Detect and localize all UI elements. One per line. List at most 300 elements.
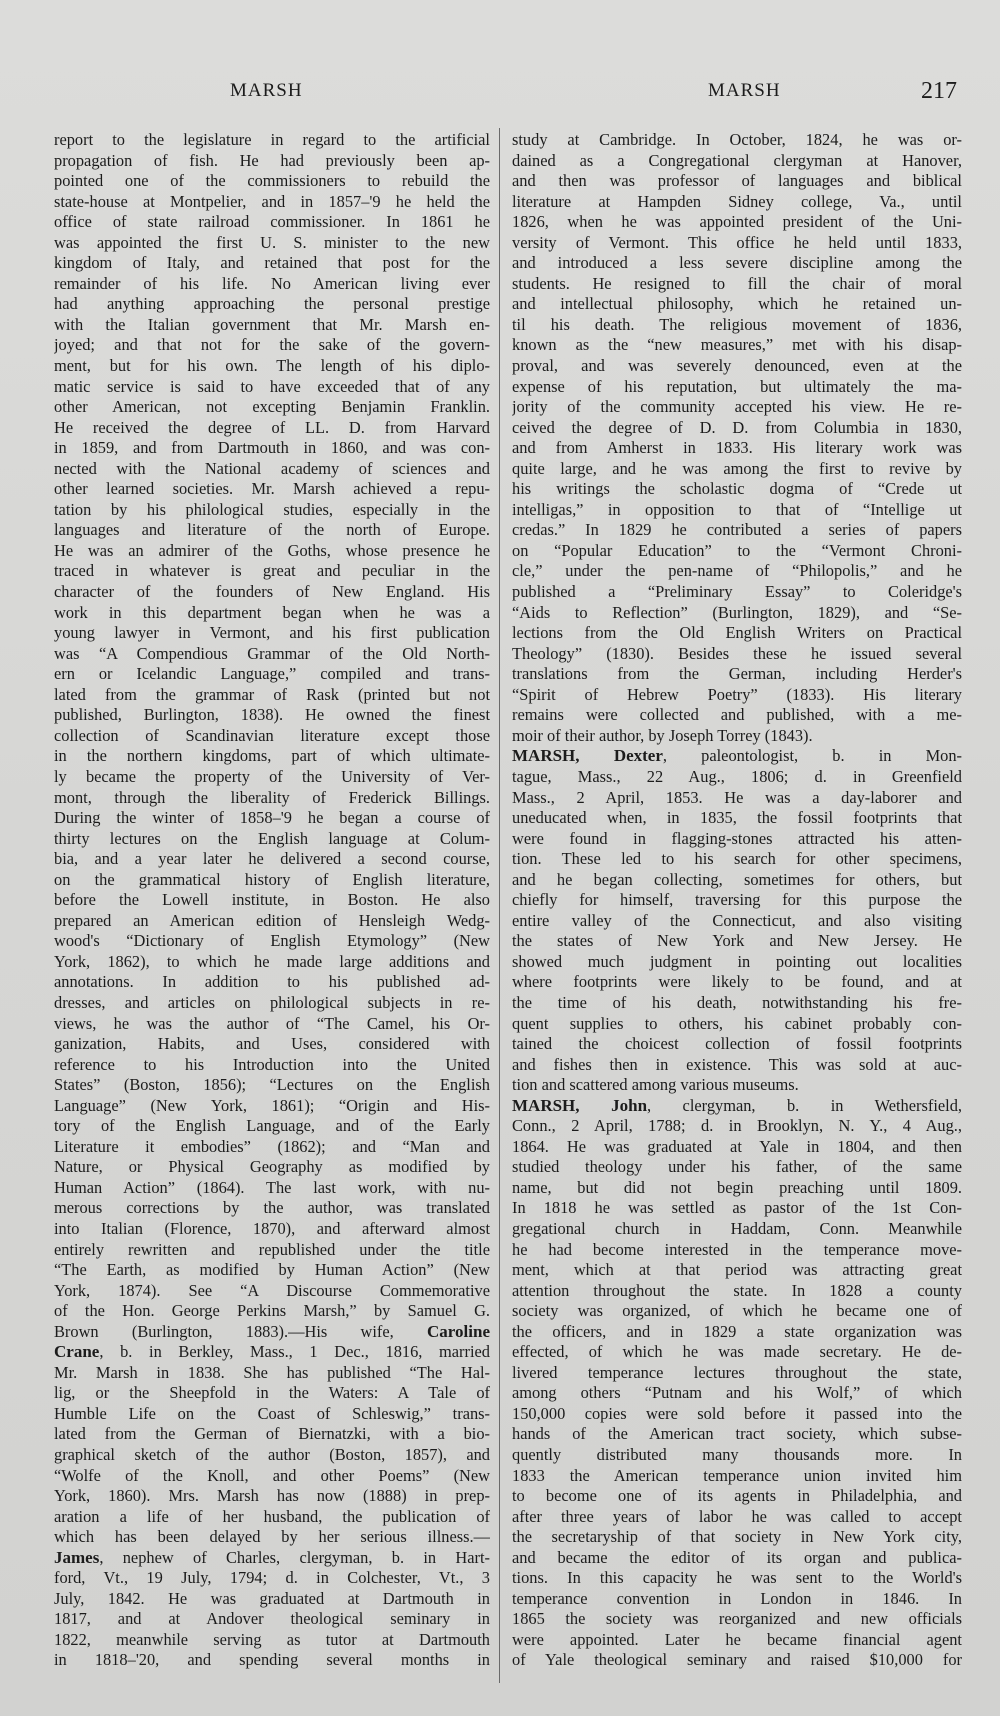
line-text: proval, and was severely denounced, even at the bbox=[512, 356, 962, 376]
entry-heading: Crane bbox=[54, 1342, 100, 1362]
text-line bbox=[512, 1137, 962, 1158]
line-text: tory of the English Language, and of the Early bbox=[54, 1116, 490, 1136]
text-line bbox=[512, 1527, 962, 1548]
line-text: joyed; and that not for the sake of the govern- bbox=[54, 335, 490, 355]
text-line bbox=[54, 1650, 490, 1671]
text-line bbox=[54, 192, 490, 213]
line-text: ceived the degree of D. D. from Columbia in 1830, bbox=[512, 417, 962, 437]
text-line bbox=[54, 315, 490, 336]
text-line bbox=[54, 952, 490, 973]
text-line bbox=[512, 972, 962, 993]
line-text: thirty lectures on the English language at Colum- bbox=[54, 828, 490, 848]
line-text: to become one of its agents in Philadelphia, and bbox=[512, 1486, 962, 1506]
line-text: York, 1862), to which he made large additions and bbox=[54, 951, 490, 971]
line-text: young lawyer in Vermont, and his first publication bbox=[54, 623, 490, 643]
text-line bbox=[54, 1014, 490, 1035]
line-text: , paleontologist, b. in Mon- bbox=[662, 746, 962, 766]
line-text: , clergyman, b. in Wethersfield, bbox=[647, 1095, 962, 1115]
text-line bbox=[54, 151, 490, 172]
text-line bbox=[512, 1260, 962, 1281]
line-text: entirely rewritten and republished under the title bbox=[54, 1239, 490, 1259]
line-text: He was an admirer of the Goths, whose presence he bbox=[54, 540, 490, 560]
text-line bbox=[512, 1240, 962, 1261]
line-text: in the northern kingdoms, part of which ultimate- bbox=[54, 746, 490, 766]
text-line bbox=[54, 623, 490, 644]
text-line bbox=[54, 1034, 490, 1055]
text-line bbox=[54, 582, 490, 603]
line-text: Theology” (1830). Besides these he issued several bbox=[512, 643, 962, 663]
line-text: lated from the grammar of Rask (printed but not bbox=[54, 684, 490, 704]
text-line bbox=[54, 849, 490, 870]
line-text: tague, Mass., 22 Aug., 1806; d. in Greenfield bbox=[512, 766, 962, 786]
line-text: views, he was the author of “The Camel, his Or- bbox=[54, 1013, 490, 1033]
line-text: where footprints were likely to be found, and at bbox=[512, 972, 962, 992]
text-line bbox=[512, 1301, 962, 1322]
text-line bbox=[54, 911, 490, 932]
line-text: tions. In this capacity he was sent to the World's bbox=[512, 1568, 962, 1588]
line-text: remains were collected and published, with a me- bbox=[512, 705, 962, 725]
line-text: Nature, or Physical Geography as modified by bbox=[54, 1157, 490, 1177]
text-line bbox=[54, 603, 490, 624]
text-line bbox=[512, 1034, 962, 1055]
text-line bbox=[512, 1116, 962, 1137]
line-text: had anything approaching the personal prestige bbox=[54, 294, 490, 314]
line-text: dresses, and articles on philological subjects in re- bbox=[54, 992, 490, 1012]
text-line bbox=[54, 418, 490, 439]
line-text: showed much judgment in pointing out localities bbox=[512, 951, 962, 971]
line-text: Humble Life on the Coast of Schleswig,” trans- bbox=[54, 1403, 490, 1423]
line-text: bia, and a year later he delivered a second course, bbox=[54, 849, 490, 869]
line-text: versity of Vermont. This office he held until 1833, bbox=[512, 232, 962, 252]
line-text: aration a life of her husband, the publication of bbox=[54, 1506, 490, 1526]
text-line bbox=[54, 171, 490, 192]
line-text: other American, not excepting Benjamin Franklin. bbox=[54, 397, 490, 417]
text-line bbox=[54, 1383, 490, 1404]
text-line bbox=[512, 931, 962, 952]
line-text: Brown (Burlington, 1883).—His wife, bbox=[54, 1321, 428, 1341]
text-line bbox=[512, 849, 962, 870]
entry-heading: James bbox=[54, 1547, 100, 1567]
text-line bbox=[512, 418, 962, 439]
text-line bbox=[512, 520, 962, 541]
line-text: in 1859, and from Dartmouth in 1860, and was con- bbox=[54, 438, 490, 458]
line-text: hands of the American tract society, which subse- bbox=[512, 1424, 962, 1444]
line-text: uneducated when, in 1835, the fossil footprints that bbox=[512, 808, 962, 828]
line-text: kingdom of Italy, and retained that post for the bbox=[54, 253, 490, 273]
line-text: the secretaryship of that society in New York city, bbox=[512, 1527, 962, 1547]
text-line bbox=[54, 335, 490, 356]
text-line bbox=[54, 1466, 490, 1487]
line-text: quite large, and he was among the first to revive by bbox=[512, 458, 962, 478]
line-text: , nephew of Charles, clergyman, b. in Hart- bbox=[99, 1547, 490, 1567]
line-text: 1865 the society was reorganized and new officials bbox=[512, 1609, 962, 1629]
line-text: languages and literature of the north of Europe. bbox=[54, 520, 490, 540]
line-text: In 1818 he was settled as pastor of the 1st Con- bbox=[512, 1198, 962, 1218]
line-text: studied theology under his father, of the same bbox=[512, 1157, 962, 1177]
line-text: and from Amherst in 1833. His literary work was bbox=[512, 438, 962, 458]
line-text: quent supplies to others, his cabinet probably con- bbox=[512, 1013, 962, 1033]
text-line bbox=[512, 377, 962, 398]
text-line bbox=[54, 644, 490, 665]
entry-heading: MARSH, Dexter bbox=[512, 746, 663, 766]
line-text: livered temperance lectures throughout the state, bbox=[512, 1362, 962, 1382]
line-text: work in this department began when he was a bbox=[54, 602, 490, 622]
line-text: Language” (New York, 1861); “Origin and His- bbox=[54, 1095, 490, 1115]
text-line bbox=[512, 1281, 962, 1302]
text-line bbox=[512, 1322, 962, 1343]
line-text: society was organized, of which he became one of bbox=[512, 1301, 962, 1321]
text-line bbox=[54, 1589, 490, 1610]
text-line bbox=[54, 1137, 490, 1158]
text-line bbox=[54, 1548, 490, 1569]
line-text: translations from the German, including Herder's bbox=[512, 664, 962, 684]
line-text: “Spirit of Hebrew Poetry” (1833). His literary bbox=[512, 684, 962, 704]
line-text: tained the choicest collection of fossil footprints bbox=[512, 1034, 962, 1054]
text-line bbox=[512, 582, 962, 603]
line-text: remainder of his life. No American living ever bbox=[54, 273, 490, 293]
text-line bbox=[512, 274, 962, 295]
line-text: York, 1860). Mrs. Marsh has now (1888) in prep- bbox=[54, 1486, 490, 1506]
line-text: wood's “Dictionary of English Etymology” (New bbox=[54, 931, 490, 951]
text-line bbox=[54, 1219, 490, 1240]
line-text: entire valley of the Connecticut, and also visiting bbox=[512, 910, 962, 930]
text-line bbox=[512, 1096, 962, 1117]
text-line bbox=[512, 1014, 962, 1035]
line-text: jority of the community accepted his view. He re- bbox=[512, 397, 962, 417]
text-line bbox=[54, 356, 490, 377]
line-text: traced in whatever is great and peculiar in the bbox=[54, 561, 490, 581]
line-text: published a “Preliminary Essay” to Coleridge's bbox=[512, 582, 962, 602]
text-line bbox=[54, 972, 490, 993]
text-line bbox=[512, 603, 962, 624]
line-text: States” (Boston, 1856); “Lectures on the English bbox=[54, 1075, 490, 1095]
text-line bbox=[54, 520, 490, 541]
line-text: name, but did not begin preaching until 1809. bbox=[512, 1177, 962, 1197]
text-line bbox=[512, 664, 962, 685]
text-line bbox=[512, 1424, 962, 1445]
left-column bbox=[54, 130, 490, 1671]
text-line bbox=[512, 623, 962, 644]
text-line bbox=[512, 459, 962, 480]
text-line bbox=[54, 1096, 490, 1117]
line-text: he had become interested in the temperance move- bbox=[512, 1239, 962, 1259]
text-line bbox=[54, 788, 490, 809]
line-text: , b. in Berkley, Mass., 1 Dec., 1816, married bbox=[99, 1342, 490, 1362]
text-line bbox=[54, 870, 490, 891]
line-text: and became the editor of its organ and publica- bbox=[512, 1547, 962, 1567]
text-line bbox=[512, 1507, 962, 1528]
line-text: known as the “new measures,” met with his disap- bbox=[512, 335, 962, 355]
text-line bbox=[512, 500, 962, 521]
running-head-left: MARSH bbox=[230, 80, 303, 101]
text-line bbox=[54, 1055, 490, 1076]
line-text: ern or Icelandic Language,” compiled and trans- bbox=[54, 664, 490, 684]
line-text: literature at Hampden Sidney college, Va., until bbox=[512, 191, 962, 211]
text-line bbox=[54, 377, 490, 398]
line-text: temperance convention in London in 1846. In bbox=[512, 1588, 962, 1608]
line-text: of the Hon. George Perkins Marsh,” by Samuel G. bbox=[54, 1301, 490, 1321]
text-line bbox=[512, 438, 962, 459]
text-line bbox=[54, 1568, 490, 1589]
line-text: among others “Putnam and his Wolf,” of which bbox=[512, 1383, 962, 1403]
line-text: ford, Vt., 19 July, 1794; d. in Colchester, Vt., 3 bbox=[54, 1568, 490, 1588]
line-text: graphical sketch of the author (Boston, 1857), and bbox=[54, 1445, 490, 1464]
text-line bbox=[512, 356, 962, 377]
line-text: and intellectual philosophy, which he retained un- bbox=[512, 294, 962, 314]
text-line bbox=[512, 171, 962, 192]
text-line bbox=[54, 1486, 490, 1507]
line-text: prepared an American edition of Hensleigh Wedg- bbox=[54, 910, 490, 930]
line-text: 1833 the American temperance union invited him bbox=[512, 1465, 962, 1485]
line-text: During the winter of 1858–'9 he began a course of bbox=[54, 808, 490, 828]
line-text: Human Action” (1864). The last work, with nu- bbox=[54, 1177, 490, 1197]
line-text: collection of Scandinavian literature except those bbox=[54, 725, 490, 745]
page-number: 217 bbox=[921, 78, 957, 104]
line-text: credas.” In 1829 he contributed a series of papers bbox=[512, 520, 962, 540]
line-text: mont, through the liberality of Frederick Billings. bbox=[54, 787, 490, 807]
line-text: 1864. He was graduated at Yale in 1804, and then bbox=[512, 1136, 962, 1156]
line-text: propagation of fish. He had previously been ap- bbox=[54, 150, 490, 170]
line-text: til his death. The religious movement of 1836, bbox=[512, 314, 962, 334]
text-line bbox=[54, 746, 490, 767]
line-text: Mass., 2 April, 1853. He was a day-laborer and bbox=[512, 787, 962, 807]
text-line bbox=[512, 1198, 962, 1219]
text-line bbox=[54, 397, 490, 418]
line-text: 150,000 copies were sold before it passed into the bbox=[512, 1403, 962, 1423]
line-text: and he began collecting, sometimes for others, but bbox=[512, 869, 962, 889]
line-text: the states of New York and New Jersey. He bbox=[512, 931, 962, 951]
line-text: the officers, and in 1829 a state organization was bbox=[512, 1321, 962, 1341]
line-text: state-house at Montpelier, and in 1857–'9 he held the bbox=[54, 191, 490, 211]
text-line bbox=[512, 1178, 962, 1199]
right-column bbox=[512, 130, 962, 1671]
line-text: matic service is said to have exceeded that of any bbox=[54, 376, 490, 396]
line-text: and then was professor of languages and biblical bbox=[512, 171, 962, 191]
text-line bbox=[54, 561, 490, 582]
line-text: on “Popular Education” to the “Vermont Chroni- bbox=[512, 540, 962, 560]
text-line bbox=[54, 1609, 490, 1630]
line-text: before the Lowell institute, in Boston. He also bbox=[54, 890, 490, 910]
text-line bbox=[54, 1630, 490, 1651]
text-line bbox=[54, 1342, 490, 1363]
text-line bbox=[512, 993, 962, 1014]
line-text: were appointed. Later he became financial agent bbox=[512, 1629, 962, 1649]
text-line bbox=[54, 233, 490, 254]
text-line bbox=[512, 1568, 962, 1589]
line-text: ly became the property of the University of Ver- bbox=[54, 766, 490, 786]
line-text: July, 1842. He was graduated at Dartmouth in bbox=[54, 1588, 490, 1608]
text-line bbox=[512, 1589, 962, 1610]
text-line bbox=[54, 1240, 490, 1261]
text-line bbox=[512, 911, 962, 932]
line-text: gregational church in Haddam, Conn. Meanwhile bbox=[512, 1218, 962, 1238]
text-line bbox=[54, 1404, 490, 1425]
line-text: character of the founders of New England. His bbox=[54, 582, 490, 602]
text-line bbox=[512, 1055, 962, 1076]
line-text: Literature it embodies” (1862); and “Man and bbox=[54, 1136, 490, 1156]
text-line bbox=[512, 233, 962, 254]
text-line bbox=[54, 1445, 490, 1466]
line-text: dained as a Congregational clergyman at Hanover, bbox=[512, 150, 962, 170]
line-text: other learned societies. Mr. Marsh achieved a repu- bbox=[54, 479, 490, 499]
line-text: York, 1874). See “A Discourse Commemorative bbox=[54, 1280, 490, 1300]
text-line bbox=[512, 192, 962, 213]
text-line bbox=[512, 294, 962, 315]
line-text: into Italian (Florence, 1870), and afterward almost bbox=[54, 1218, 490, 1238]
text-line bbox=[54, 1527, 490, 1548]
text-line bbox=[512, 644, 962, 665]
line-text: effected, of which he was made secretary. He de- bbox=[512, 1342, 962, 1362]
text-line bbox=[54, 438, 490, 459]
line-text: was appointed the first U. S. minister to the new bbox=[54, 232, 490, 252]
text-line bbox=[54, 212, 490, 233]
text-line bbox=[512, 1157, 962, 1178]
line-text: annotations. In addition to his published ad- bbox=[54, 972, 490, 992]
line-text: attention throughout the state. In 1828 a county bbox=[512, 1280, 962, 1300]
line-text: ment, which at that period was attracting great bbox=[512, 1260, 962, 1280]
text-line bbox=[512, 808, 962, 829]
line-text: ganization, Habits, and Uses, considered with bbox=[54, 1034, 490, 1054]
line-text: quently distributed many thousands more. In bbox=[512, 1445, 962, 1464]
text-line bbox=[54, 1363, 490, 1384]
line-text: with the Italian government that Mr. Marsh en- bbox=[54, 314, 490, 334]
line-text: and fishes then in existence. This was sold at auc- bbox=[512, 1054, 962, 1074]
text-line bbox=[54, 1178, 490, 1199]
text-line bbox=[512, 1445, 962, 1466]
line-text: report to the legislature in regard to the artificial bbox=[54, 130, 490, 149]
text-line bbox=[54, 1157, 490, 1178]
entry-heading: MARSH, John bbox=[512, 1095, 648, 1115]
text-line bbox=[512, 1609, 962, 1630]
text-line bbox=[512, 705, 962, 726]
line-text: office of state railroad commissioner. In 1861 he bbox=[54, 212, 490, 232]
line-text: Mr. Marsh in 1838. She has published “The Hal- bbox=[54, 1362, 490, 1382]
line-text: which has been delayed by her serious illness.— bbox=[54, 1527, 490, 1547]
line-text: intelligas,” in opposition to that of “Intellige ut bbox=[512, 499, 962, 519]
text-line bbox=[54, 274, 490, 295]
text-line bbox=[54, 1507, 490, 1528]
text-line bbox=[512, 1383, 962, 1404]
entry-heading: Caroline bbox=[427, 1321, 490, 1341]
text-line bbox=[512, 1219, 962, 1240]
text-line bbox=[54, 685, 490, 706]
line-text: reference to his Introduction into the United bbox=[54, 1054, 490, 1074]
text-line bbox=[512, 130, 962, 151]
text-line bbox=[512, 829, 962, 850]
text-line bbox=[512, 397, 962, 418]
line-text: ment, but for his own. The length of his diplo- bbox=[54, 356, 490, 376]
text-line bbox=[512, 890, 962, 911]
line-text: in 1818–'20, and spending several months in bbox=[54, 1650, 490, 1670]
line-text: “Wolfe of the Knoll, and other Poems” (New bbox=[54, 1465, 490, 1485]
line-text: tation by his philological studies, especially in the bbox=[54, 499, 490, 519]
text-line bbox=[54, 1301, 490, 1322]
text-line bbox=[512, 212, 962, 233]
line-text: pointed one of the commissioners to rebuild the bbox=[54, 171, 490, 191]
text-line bbox=[54, 459, 490, 480]
text-line bbox=[512, 335, 962, 356]
line-text: 1826, when he was appointed president of the Uni- bbox=[512, 212, 962, 232]
text-line bbox=[512, 541, 962, 562]
text-line bbox=[512, 1466, 962, 1487]
text-line bbox=[512, 151, 962, 172]
text-line bbox=[512, 767, 962, 788]
running-head-right: MARSH bbox=[708, 80, 781, 101]
line-text: was “A Compendious Grammar of the Old North- bbox=[54, 643, 490, 663]
text-line bbox=[54, 253, 490, 274]
line-text: of Yale theological seminary and raised $10,000 for bbox=[512, 1650, 962, 1670]
text-line bbox=[54, 829, 490, 850]
text-line bbox=[54, 705, 490, 726]
text-line bbox=[512, 1363, 962, 1384]
line-text: expense of his reputation, but ultimately the ma- bbox=[512, 376, 962, 396]
line-text: “The Earth, as modified by Human Action” (New bbox=[54, 1260, 490, 1280]
line-text: the time of his death, notwithstanding his fre- bbox=[512, 992, 962, 1012]
line-text: He received the degree of LL. D. from Harvard bbox=[54, 417, 490, 437]
line-text: after three years of labor he was called to accept bbox=[512, 1506, 962, 1526]
line-text: study at Cambridge. In October, 1824, he was or- bbox=[512, 130, 962, 149]
text-line bbox=[54, 993, 490, 1014]
text-line bbox=[54, 500, 490, 521]
text-line bbox=[512, 726, 962, 747]
text-line bbox=[512, 1548, 962, 1569]
line-text: 1817, and at Andover theological seminary in bbox=[54, 1609, 490, 1629]
line-text: were found in flagging-stones attracted his atten- bbox=[512, 828, 962, 848]
text-line bbox=[54, 890, 490, 911]
line-text: “Aids to Reflection” (Burlington, 1829), and “Se- bbox=[512, 602, 962, 622]
text-line bbox=[512, 253, 962, 274]
text-line bbox=[54, 1198, 490, 1219]
line-text: published, Burlington, 1838). He owned the finest bbox=[54, 705, 490, 725]
line-text: his writings the scholastic dogma of “Crede ut bbox=[512, 479, 962, 499]
line-text: 1822, meanwhile serving as tutor at Dartmouth bbox=[54, 1629, 490, 1649]
line-text: lated from the German of Biernatzki, with a bio- bbox=[54, 1424, 490, 1444]
text-line bbox=[54, 479, 490, 500]
text-line bbox=[512, 1404, 962, 1425]
text-line bbox=[512, 870, 962, 891]
text-line bbox=[512, 1075, 962, 1096]
text-line bbox=[512, 1342, 962, 1363]
text-line bbox=[512, 561, 962, 582]
text-line bbox=[54, 1260, 490, 1281]
text-line bbox=[54, 1424, 490, 1445]
line-text: students. He resigned to fill the chair of moral bbox=[512, 273, 962, 293]
text-line bbox=[54, 808, 490, 829]
text-line bbox=[512, 1630, 962, 1651]
text-line bbox=[54, 541, 490, 562]
text-line bbox=[512, 1486, 962, 1507]
column-rule bbox=[499, 128, 500, 1683]
line-text: moir of their author, by Joseph Torrey (1843). bbox=[512, 725, 813, 745]
line-text: tion. These led to his search for other specimens, bbox=[512, 849, 962, 869]
line-text: chiefly for himself, traversing for this purpose the bbox=[512, 890, 962, 910]
text-line bbox=[54, 664, 490, 685]
text-line bbox=[512, 315, 962, 336]
text-line bbox=[54, 767, 490, 788]
text-line bbox=[54, 294, 490, 315]
text-line bbox=[54, 726, 490, 747]
text-line bbox=[54, 130, 490, 151]
text-line bbox=[54, 1075, 490, 1096]
text-line bbox=[512, 952, 962, 973]
text-line bbox=[512, 685, 962, 706]
line-text: tion and scattered among various museums. bbox=[512, 1075, 799, 1095]
text-line bbox=[54, 1116, 490, 1137]
line-text: merous corrections by the author, was translated bbox=[54, 1198, 490, 1218]
text-line bbox=[512, 788, 962, 809]
text-line bbox=[512, 1650, 962, 1671]
line-text: Conn., 2 April, 1788; d. in Brooklyn, N. Y., 4 Aug., bbox=[512, 1116, 962, 1136]
